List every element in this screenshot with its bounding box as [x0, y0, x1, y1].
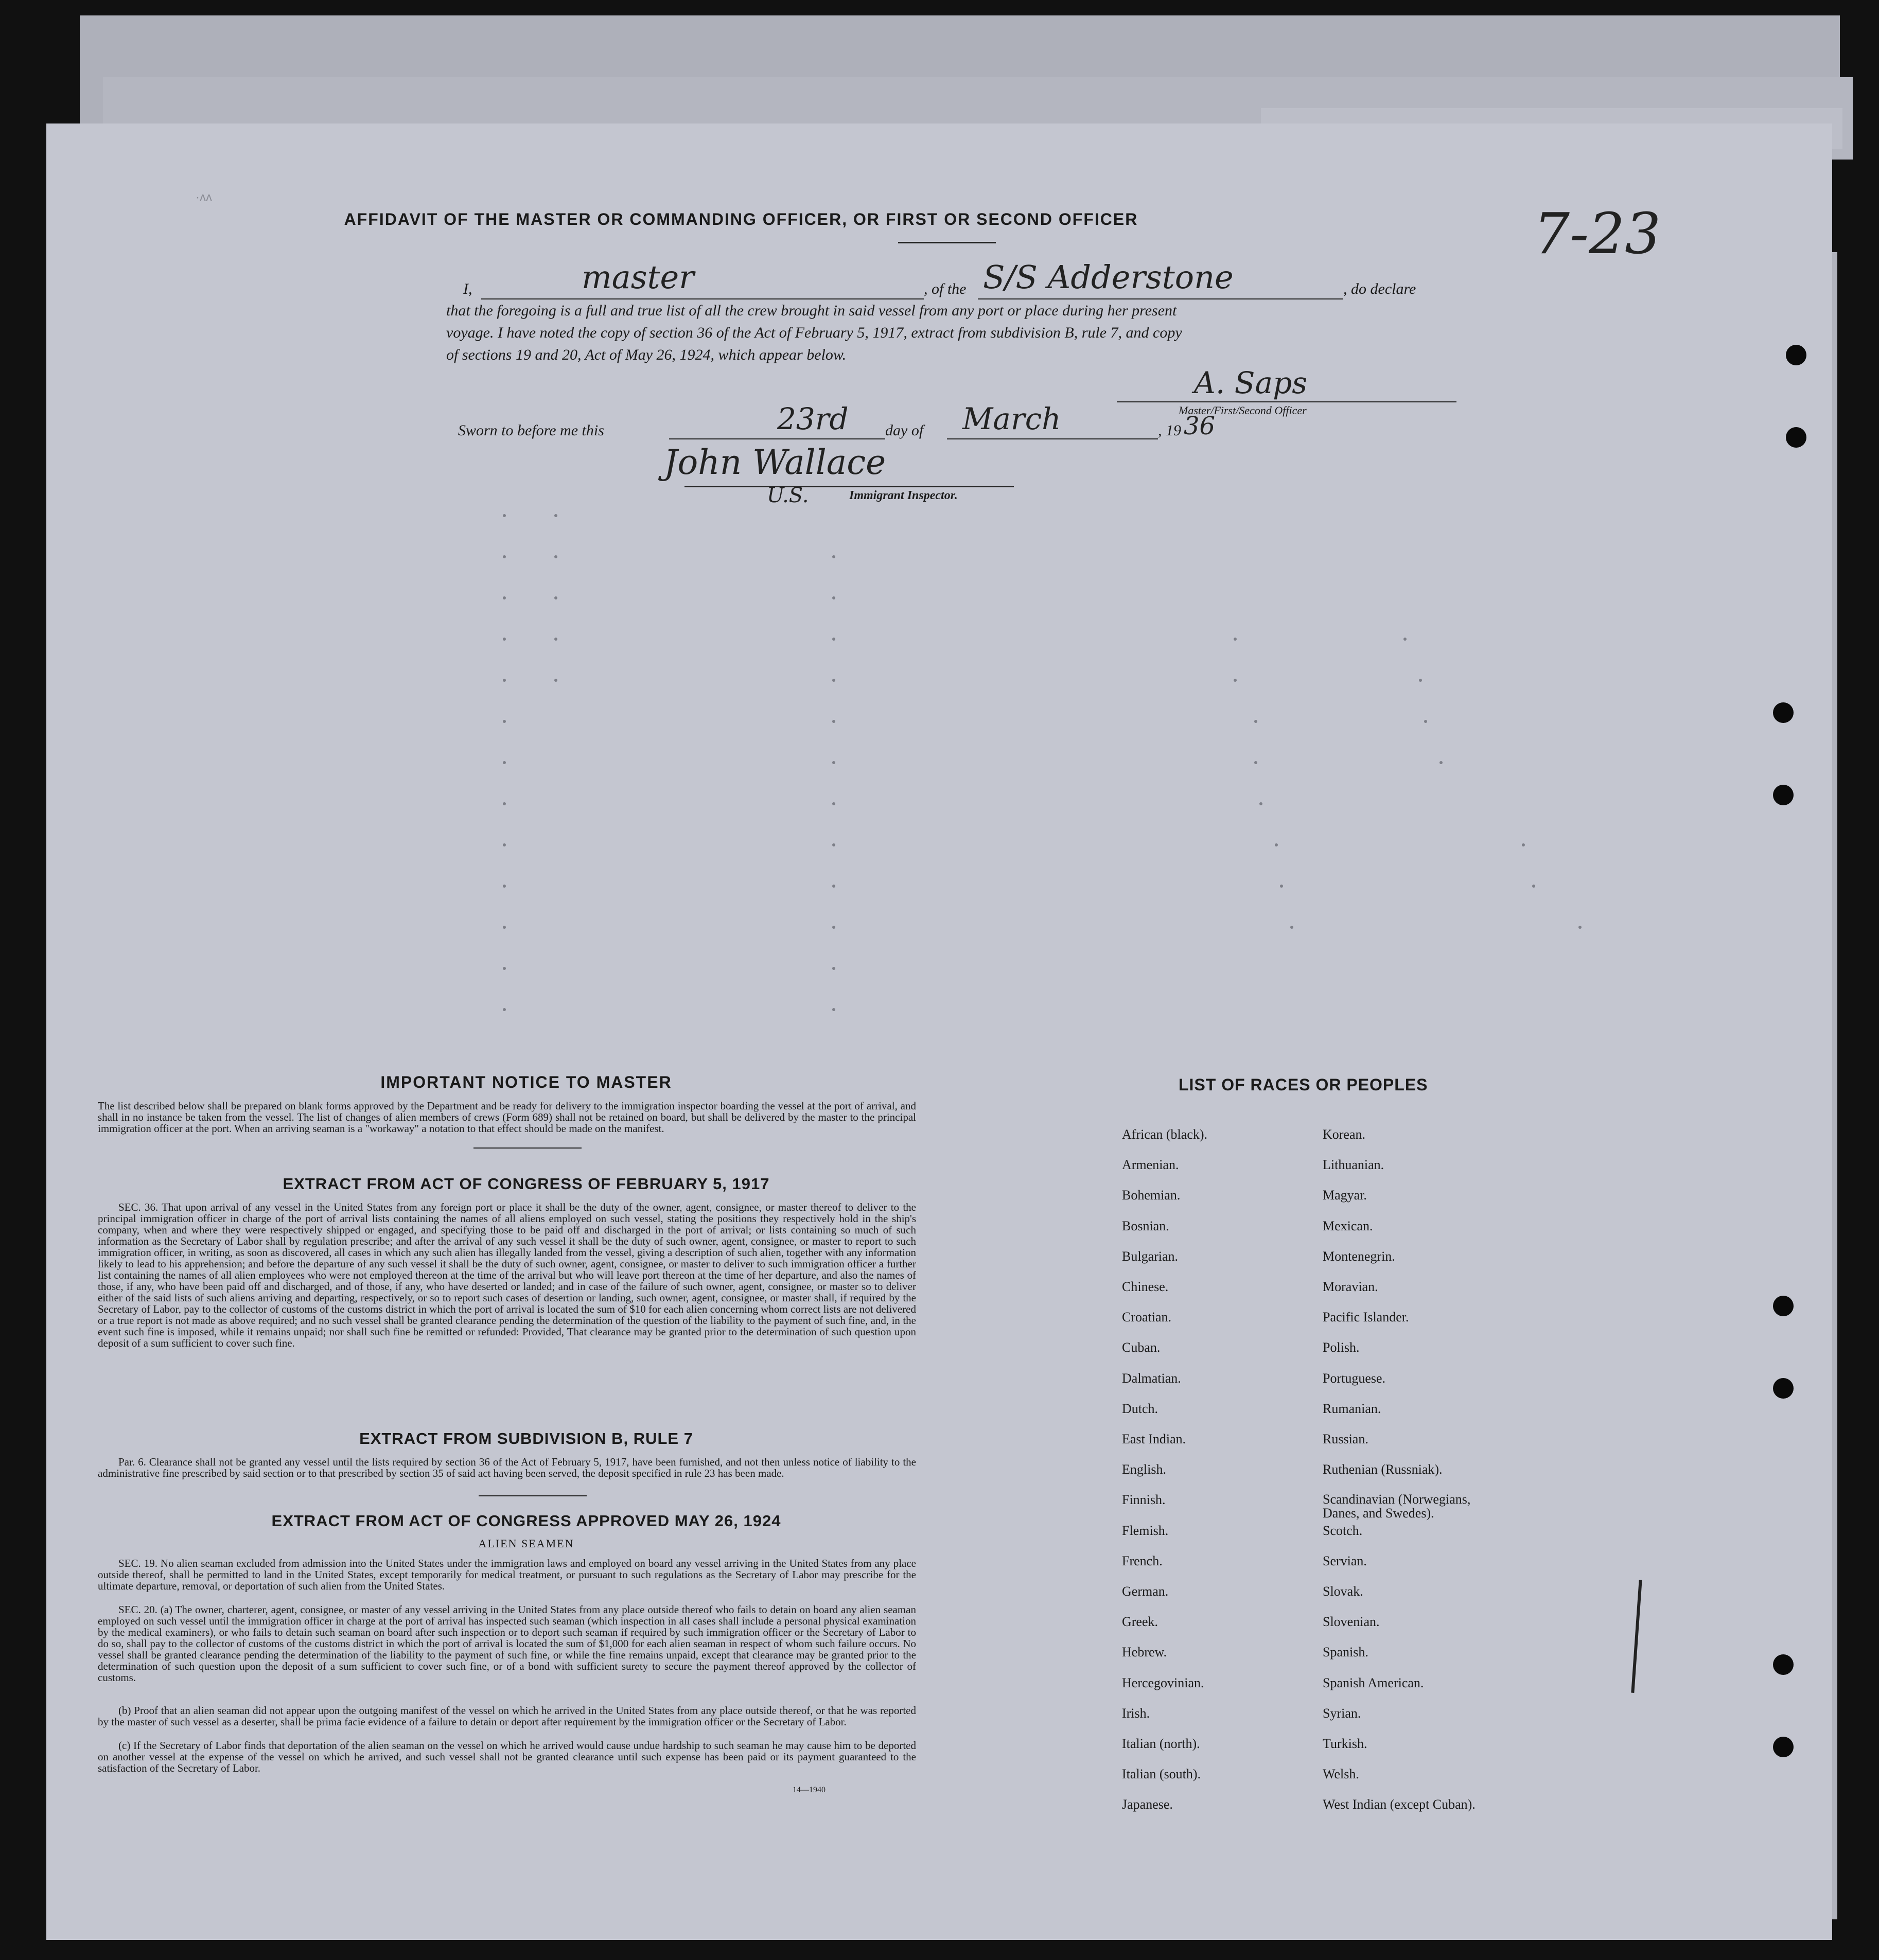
race-item: Hercegovinian.	[1122, 1675, 1204, 1690]
race-item: Japanese.	[1122, 1797, 1173, 1812]
race-item: African (black).	[1122, 1127, 1208, 1142]
punch-hole-1	[1786, 345, 1806, 365]
sworn-year: 36	[1184, 412, 1216, 440]
race-item: Magyar.	[1323, 1188, 1367, 1203]
race-item: Bohemian.	[1122, 1188, 1181, 1203]
race-item: Chinese.	[1122, 1279, 1169, 1294]
race-item: Greek.	[1122, 1614, 1158, 1630]
notice-text: The list described below shall be prepared on blank forms approved by the Department and be ready for delivery to the immigration inspector boarding the vessel at the port of arrival, and shall in no instance be taken from the vessel. The list of changes of alien members of crews (Form 689) shall not be retained on board, but shall be delivered by the master to the principal immigration officer at the port. When an arriving seaman is a "workaway" a notation to that effect should be made on the manifest.	[98, 1100, 916, 1135]
race-item: Croatian.	[1122, 1310, 1172, 1325]
race-item: Welsh.	[1323, 1767, 1359, 1782]
punch-hole-3	[1773, 702, 1794, 723]
extract-1924-sec20c: (c) If the Secretary of Labor finds that deportation of the alien seaman on the vessel on which he arrived would cause undue hardship to such seaman he may cause him to be deported on another vessel at the expense of the vessel on which he arrived, and such vessel shall not be granted clearance until such expense has been paid or its payment guaranteed to the satisfaction of the Secretary of Labor.	[98, 1739, 916, 1774]
race-item: Lithuanian.	[1323, 1157, 1384, 1173]
race-item: Turkish.	[1323, 1736, 1367, 1751]
of-the-label: , of the	[924, 280, 967, 297]
race-item: Slovak.	[1323, 1584, 1363, 1599]
affidavit-heading: AFFIDAVIT OF THE MASTER OR COMMANDING OFFICER, OR FIRST OR SECOND OFFICER	[344, 210, 1138, 228]
declaration-line-2: that the foregoing is a full and true list of all the crew brought in said vessel from any port or place during her present	[446, 302, 1177, 319]
race-item: Spanish American.	[1323, 1675, 1424, 1690]
race-item: Ruthenian (Russniak).	[1323, 1462, 1443, 1477]
sworn-month: March	[962, 401, 1061, 436]
officer-name: master	[582, 258, 694, 296]
extract-rule7-heading: EXTRACT FROM SUBDIVISION B, RULE 7	[359, 1429, 693, 1447]
day-line	[669, 438, 885, 439]
race-item: Dutch.	[1122, 1401, 1158, 1416]
race-item: Irish.	[1122, 1705, 1150, 1721]
form-number: 14—1940	[793, 1786, 826, 1794]
alien-seamen-subheading: ALIEN SEAMEN	[478, 1537, 574, 1550]
signature-caption: Master/First/Second Officer	[1179, 404, 1307, 417]
signature-line	[1117, 401, 1456, 402]
extract-rule7-text: Par. 6. Clearance shall not be granted any vessel until the lists required by section 36 of the Act of February 5, 1917, have been furnished, and not then unless notice of liability to the administrative fine prescribed by said section or to that prescribed by section 35 of said act having been served, the deposit specified in rule 23 has been made.	[98, 1456, 916, 1479]
extract-1924-sec19: SEC. 19. No alien seaman excluded from admission into the United States under the immigration laws and employed on board any vessel arriving in the United States from any place outside thereof, shall be permitted to land in the United States, except temporarily for medical treatment, or pursuant to such regulations as the Secretary of Labor may prescribe for the ultimate departure, removal, or deportation of such alien from the United States.	[98, 1557, 916, 1592]
punch-hole-4	[1773, 785, 1794, 805]
race-item: Hebrew.	[1122, 1645, 1167, 1660]
officer-name-line	[481, 298, 924, 299]
extract-1917-heading: EXTRACT FROM ACT OF CONGRESS OF FEBRUARY 5, 1917	[283, 1175, 770, 1193]
bleed-through-dots	[499, 504, 1786, 1122]
punch-hole-6	[1773, 1378, 1794, 1399]
race-item: Dalmatian.	[1122, 1370, 1181, 1386]
race-item: Bosnian.	[1122, 1218, 1169, 1233]
race-item: Polish.	[1323, 1340, 1360, 1355]
race-item: Russian.	[1323, 1432, 1368, 1446]
extract-1924-sec20b: (b) Proof that an alien seaman did not appear upon the outgoing manifest of the vessel on which he arrived in the United States from any place outside thereof, or that he was reported by the master of such vessel as a deserter, shall be prima facie evidence of a failure to detain or deport after requirement by the immigration officer or the Secretary of Labor.	[98, 1704, 916, 1728]
i-label: I,	[463, 280, 472, 297]
vessel-name: S/S Adderstone	[983, 258, 1234, 296]
race-item: West Indian (except Cuban).	[1323, 1797, 1476, 1812]
race-item: Moravian.	[1323, 1279, 1378, 1294]
do-declare-label: , do declare	[1343, 280, 1416, 297]
month-line	[947, 438, 1158, 439]
race-item: Cuban.	[1122, 1340, 1161, 1355]
heading-underline	[898, 242, 996, 243]
race-item: Rumanian.	[1323, 1401, 1381, 1416]
pencil-stroke	[1631, 1580, 1642, 1693]
race-item: German.	[1122, 1584, 1169, 1599]
race-item: Bulgarian.	[1122, 1248, 1179, 1264]
race-item: Flemish.	[1122, 1523, 1169, 1538]
extract-1924-heading: EXTRACT FROM ACT OF CONGRESS APPROVED MAY 26, 1924	[271, 1512, 781, 1530]
race-item: Armenian.	[1122, 1157, 1179, 1173]
races-heading: LIST OF RACES OR PEOPLES	[1179, 1075, 1428, 1094]
race-item: Korean.	[1323, 1127, 1366, 1142]
notice-heading: IMPORTANT NOTICE TO MASTER	[380, 1073, 672, 1091]
day-of-label: day of	[885, 422, 924, 439]
punch-hole-7	[1773, 1654, 1794, 1675]
punch-hole-8	[1773, 1737, 1794, 1757]
declaration-line-4: of sections 19 and 20, Act of May 26, 1924, which appear below.	[446, 346, 847, 363]
race-item: Mexican.	[1323, 1218, 1373, 1233]
sworn-day: 23rd	[777, 401, 849, 436]
inspector-signature: John Wallace	[664, 443, 886, 482]
notice-divider	[473, 1147, 582, 1149]
race-item: Slovenian.	[1323, 1614, 1380, 1630]
race-item: French.	[1122, 1553, 1163, 1568]
race-item: Italian (north).	[1122, 1736, 1200, 1751]
race-item: Scandinavian (Norwegians, Danes, and Swedes).	[1323, 1492, 1471, 1521]
races-left-column	[1122, 1127, 1318, 1812]
race-item: Servian.	[1323, 1553, 1367, 1568]
race-item: Portuguese.	[1323, 1370, 1386, 1386]
race-item: Montenegrin.	[1323, 1248, 1395, 1264]
sworn-label: Sworn to before me this	[458, 422, 604, 439]
race-item: Scotch.	[1323, 1523, 1363, 1538]
inspector-caption: Immigrant Inspector.	[849, 489, 958, 502]
race-item: Spanish.	[1323, 1645, 1368, 1660]
race-item: Italian (south).	[1122, 1767, 1201, 1782]
races-right-column	[1323, 1127, 1570, 1812]
declaration-line-3: voyage. I have noted the copy of section 36 of the Act of February 5, 1917, extract from subdivision B, rule 7, and copy	[446, 324, 1182, 341]
punch-hole-2	[1786, 427, 1806, 448]
master-signature: A. Saps	[1194, 365, 1307, 400]
race-item: East Indian.	[1122, 1432, 1186, 1446]
extract-1917-text: SEC. 36. That upon arrival of any vessel in the United States from any foreign port or place it shall be the duty of the owner, agent, consignee, or master thereof to deliver to the principal immigration officer in charge of the port of arrival lists containing the names of all aliens employed on such vessel, stating the positions they respectively hold in the ship's company, when and where they were respectively shipped or engaged, and specifying those to be paid off and discharged in the port of arrival; or lists containing so much of such information as the Secretary of Labor shall by regulation prescribe; and after the arrival of any such vessel it shall be the duty of such owner, agent, consignee, or master to report to such immigration officer, in writing, as soon as discovered, all cases in which any such alien has illegally landed from the vessel, giving a description of such alien, together with any information likely to lead to his apprehension; and before the departure of any such vessel it shall be the duty of such owner, agent, consignee, or master to deliver to such immigration officer a further list containing the names of all alien employees who were not employed thereon at the time of the arrival but who will leave port thereon at the time of her departure, and also the names of those, if any, who have been paid off and discharged, and of those, if any, who have deserted or landed; and in case of the failure of such owner, agent, consignee, or master so to deliver either of the said lists of such aliens arriving and departing, respectively, or so to report such cases of desertion or landing, such owner, agent, consignee, or master shall, if required by the Secretary of Labor, pay to the collector of customs of the customs district in which the port of arrival is located the sum of $10 for each alien concerning whom correct lists are not delivered or a true report is not made as above required; and no such vessel shall be granted clearance pending the determination of the question of the liability to the payment of such fine, and, in the event such fine is imposed, while it remains unpaid; nor shall such fine be remitted or refunded: Provided, That clearance may be granted prior to the determination of such question upon deposit of a sum sufficient to cover such fine.	[98, 1201, 916, 1349]
inspector-prefix: U.S.	[767, 484, 809, 507]
race-item: Syrian.	[1323, 1705, 1361, 1721]
race-item: Pacific Islander.	[1323, 1310, 1409, 1325]
vessel-name-line	[978, 298, 1343, 299]
page-number: 7-23	[1534, 201, 1661, 267]
extract-1924-sec20a: SEC. 20. (a) The owner, charterer, agent, consignee, or master of any vessel arriving in the United States from any place outside thereof who fails to detain on board any alien seaman employed on such vessel until the immigration officer in charge at the port of arrival has inspected such seaman (which inspection in all cases shall include a personal physical examination by the medical examiners), or who fails to detain such seaman on board after such inspection or to deport such seaman if required by such immigration officer or the Secretary of Labor to do so, shall pay to the collector of customs of the customs district in which the port of arrival is located the sum of $1,000 for each alien seaman in respect of whom such failure occurs. No vessel shall be granted clearance pending the determination of the liability to the payment of such fine, or while the fine remains unpaid, except that clearance may be granted prior to the determination of such question upon the deposit of a sum sufficient to cover such fine, or of a bond with sufficient surety to secure the payment thereof approved by the collector of customs.	[98, 1603, 916, 1684]
margin-mark: ·ᴧᴧ	[196, 190, 212, 204]
rule7-divider	[479, 1495, 587, 1496]
affidavit-sheet	[46, 123, 1832, 1940]
bleed-through-marks	[499, 504, 1786, 1122]
punch-hole-5	[1773, 1296, 1794, 1316]
race-item: English.	[1122, 1462, 1166, 1477]
inspector-line	[684, 486, 1014, 487]
year-prefix: , 19	[1158, 422, 1181, 439]
race-item: Finnish.	[1122, 1492, 1166, 1508]
